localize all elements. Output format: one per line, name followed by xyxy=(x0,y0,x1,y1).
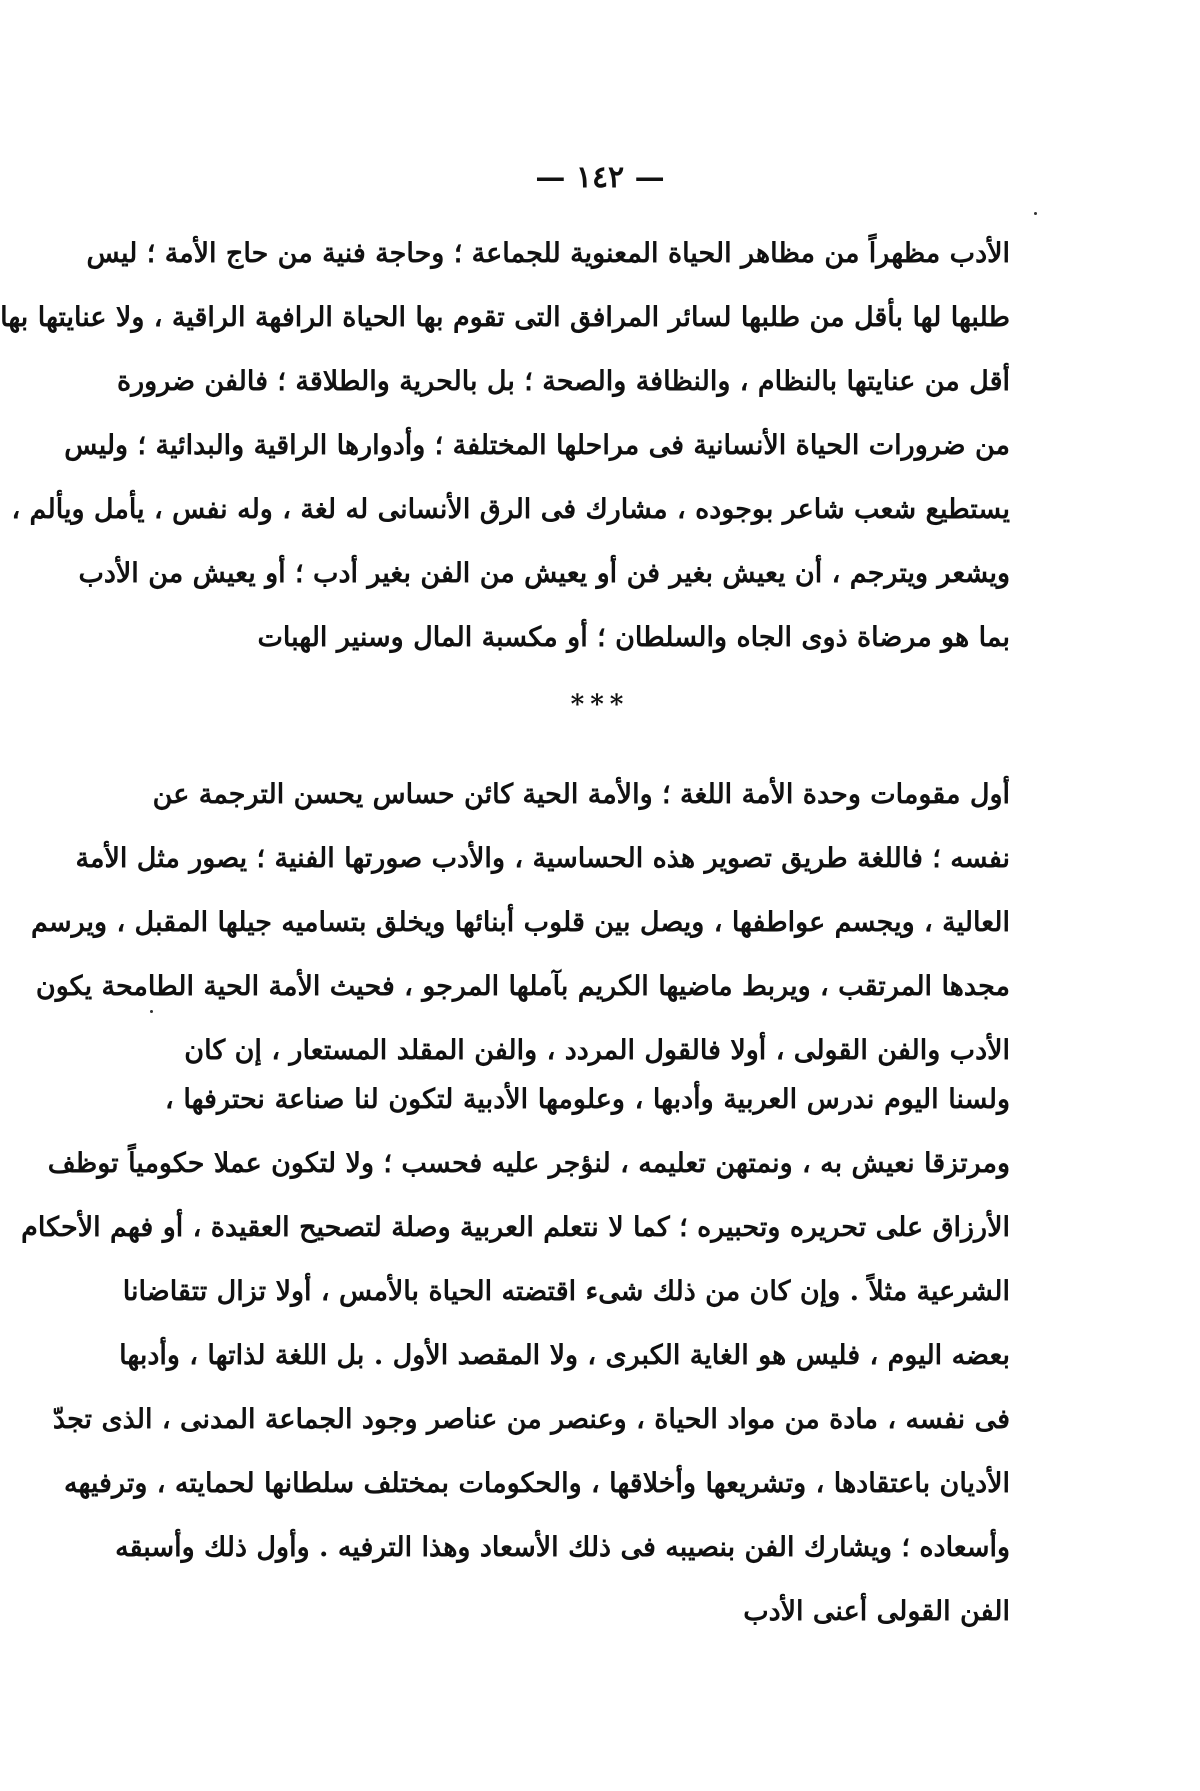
scan-speck xyxy=(150,1010,153,1013)
paragraph-1 xyxy=(0,222,1010,670)
text-line: العالية ، ويجسم عواطفها ، ويصل بين قلوب أبنائها ويخلق بتساميه جيلها المقبل ، ويرسم xyxy=(31,907,1010,938)
text-line: فى نفسه ، مادة من مواد الحياة ، وعنصر من عناصر وجود الجماعة المدنى ، الذى تجدّ xyxy=(52,1404,1010,1435)
text-line: الأديان باعتقادها ، وتشريعها وأخلاقها ، والحكومات بمختلف سلطانها لحمايته ، وترفيهه xyxy=(63,1468,1010,1499)
paragraph-2 xyxy=(31,763,1010,1083)
text-line: الشرعية مثلاً . وإن كان من ذلك شىء اقتضته الحياة بالأمس ، أولا تزال تتقاضانا xyxy=(122,1276,1010,1307)
scan-speck xyxy=(1034,212,1037,215)
text-line: طلبها لها بأقل من طلبها لسائر المرافق التى تقوم بها الحياة الرافهة الراقية ، ولا عنايتها بها xyxy=(0,302,1010,333)
text-line: يستطيع شعب شاعر بوجوده ، مشارك فى الرق الأنسانى له لغة ، وله نفس ، يأمل ويألم ، xyxy=(11,494,1010,525)
text-line: بعضه اليوم ، فليس هو الغاية الكبرى ، ولا المقصد الأول . بل اللغة لذاتها ، وأدبها xyxy=(119,1340,1010,1371)
text-line: من ضرورات الحياة الأنسانية فى مراحلها المختلفة ؛ وأدوارها الراقية والبدائية ؛ وليس xyxy=(64,430,1010,461)
text-line: نفسه ؛ فاللغة طريق تصوير هذه الحساسية ، والأدب صورتها الفنية ؛ يصور مثل الأمة xyxy=(75,843,1010,874)
text-line: ومرتزقا نعيش به ، ونمتهن تعليمه ، لنؤجر عليه فحسب ؛ ولا لتكون عملا حكومياً توظف xyxy=(47,1148,1010,1179)
paragraph-3 xyxy=(21,1068,1010,1644)
text-line: أقل من عنايتها بالنظام ، والنظافة والصحة ؛ بل بالحرية والطلاقة ؛ فالفن ضرورة xyxy=(116,366,1010,397)
text-line: الأدب والفن القولى ، أولا فالقول المردد ، والفن المقلد المستعار ، إن كان xyxy=(184,1035,1010,1066)
page-number: — ١٤٢ — xyxy=(535,160,665,195)
section-separator: *** xyxy=(570,690,630,720)
text-line: بما هو مرضاة ذوى الجاه والسلطان ؛ أو مكسبة المال وسنير الهبات xyxy=(257,622,1010,653)
text-line: ويشعر ويترجم ، أن يعيش بغير فن أو يعيش من الفن بغير أدب ؛ أو يعيش من الأدب xyxy=(78,558,1010,589)
text-line: ولسنا اليوم ندرس العربية وأدبها ، وعلومها الأدبية لتكون لنا صناعة نحترفها ، xyxy=(165,1084,1010,1115)
text-line: أول مقومات وحدة الأمة اللغة ؛ والأمة الحية كائن حساس يحسن الترجمة عن xyxy=(152,779,1010,810)
text-line: الأدب مظهراً من مظاهر الحياة المعنوية للجماعة ؛ وحاجة فنية من حاج الأمة ؛ ليس xyxy=(86,238,1010,269)
text-line: وأسعاده ؛ ويشارك الفن بنصيبه فى ذلك الأسعاد وهذا الترفيه . وأول ذلك وأسبقه xyxy=(115,1532,1010,1563)
text-line: مجدها المرتقب ، ويربط ماضيها الكريم بآملها المرجو ، فحيث الأمة الحية الطامحة يكون xyxy=(35,971,1010,1002)
text-line: الأرزاق على تحريره وتحبيره ؛ كما لا نتعلم العربية وصلة لتصحيح العقيدة ، أو فهم الأحكام xyxy=(21,1212,1010,1243)
text-line: الفن القولى أعنى الأدب xyxy=(743,1596,1010,1627)
